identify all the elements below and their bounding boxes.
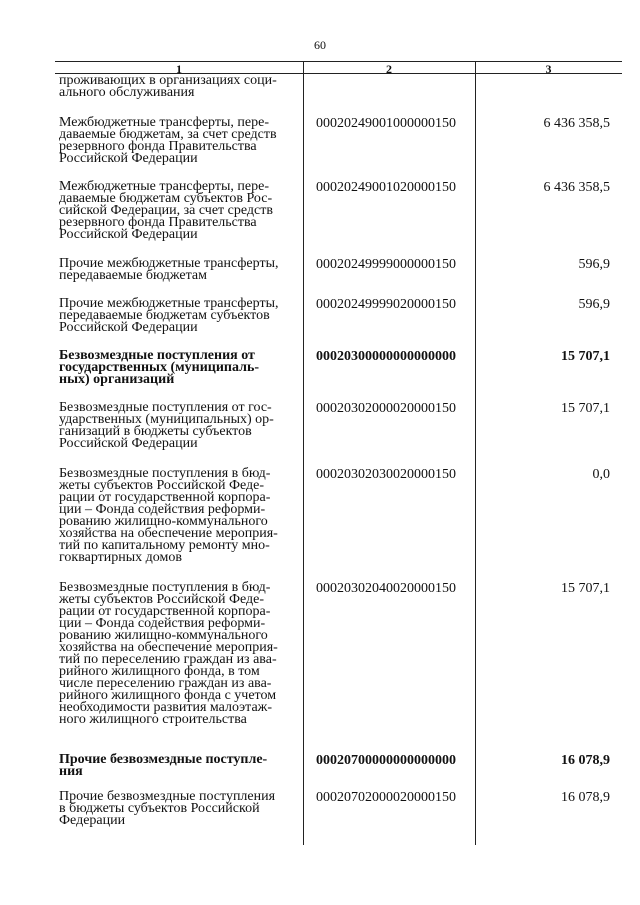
row-code: 00020249001020000150 [316, 180, 456, 195]
header-col-3: 3 [545, 62, 552, 76]
row-amount: 15 707,1 [561, 581, 610, 596]
row-name: Безвозмездные поступления от гос- ударственных (муниципальных) ор- ганизаций в бюджеты субъектов Российской Федерации [59, 400, 274, 451]
row-name: Безвозмездные поступления в бюд- жеты субъектов Российской Феде- рации от государственной корпора- ции – Фонда содействия реформи- рованию жилищно-коммунального хозяйства на обеспечение мероприя- тий по капитальному ремонту мно- гоквартирных домов [59, 466, 278, 565]
row-code: 00020302040020000150 [316, 581, 456, 596]
row-amount: 6 436 358,5 [543, 116, 610, 131]
row-name: Безвозмездные поступления от государственных (муниципаль- ных) организаций [59, 348, 260, 387]
header-col-2: 2 [386, 62, 392, 76]
page-number: 60 [314, 38, 326, 52]
row-code: 00020249001000000150 [316, 116, 456, 131]
row-amount: 15 707,1 [561, 401, 610, 416]
row-amount: 6 436 358,5 [543, 180, 610, 195]
row-name: проживающих в организациях соци- ального обслуживания [59, 73, 277, 100]
header-col-1: 1 [176, 62, 182, 76]
row-amount: 0,0 [592, 467, 610, 482]
row-amount: 16 078,9 [561, 753, 610, 768]
row-name: Прочие безвозмездные поступления в бюджеты субъектов Российской Федерации [59, 789, 276, 828]
row-code: 00020302030020000150 [316, 467, 456, 482]
row-name: Межбюджетные трансферты, пере- даваемые бюджетам субъектов Рос- сийской Федерации, за счет средств резервного фонда Правительства Российской Федерации [59, 179, 273, 242]
row-amount: 16 078,9 [561, 790, 610, 805]
row-name: Прочие межбюджетные трансферты, передаваемые бюджетам [59, 256, 279, 283]
row-amount: 596,9 [578, 257, 610, 272]
row-code: 00020702000020000150 [316, 790, 456, 805]
row-code: 00020302000020000150 [316, 401, 456, 416]
row-code: 00020249999020000150 [316, 297, 456, 312]
row-code: 00020249999000000150 [316, 257, 456, 272]
row-amount: 596,9 [578, 297, 610, 312]
budget-table [55, 61, 622, 845]
row-amount: 15 707,1 [561, 349, 610, 364]
row-name: Прочие межбюджетные трансферты, передаваемые бюджетам субъектов Российской Федерации [59, 296, 279, 335]
row-name: Безвозмездные поступления в бюд- жеты субъектов Российской Феде- рации от государственной корпора- ции – Фонда содействия реформи- рованию жилищно-коммунального хозяйства на обеспечение мероприя- тий по переселению граждан из ава- рийного жилищного фонда, в том числе переселению граждан из ава- рийного жилищного фонда с учетом необходимости развития малоэтаж- ного жилищного строительства [59, 580, 278, 727]
row-code: 00020300000000000000 [316, 349, 456, 364]
row-name: Прочие безвозмездные поступле- ния [59, 752, 268, 779]
column-divider-1 [303, 61, 304, 845]
column-divider-2 [475, 61, 476, 845]
row-code: 00020700000000000000 [316, 753, 456, 768]
row-name: Межбюджетные трансферты, пере- даваемые бюджетам, за счет средств резервного фонда Правительства Российской Федерации [59, 115, 277, 166]
